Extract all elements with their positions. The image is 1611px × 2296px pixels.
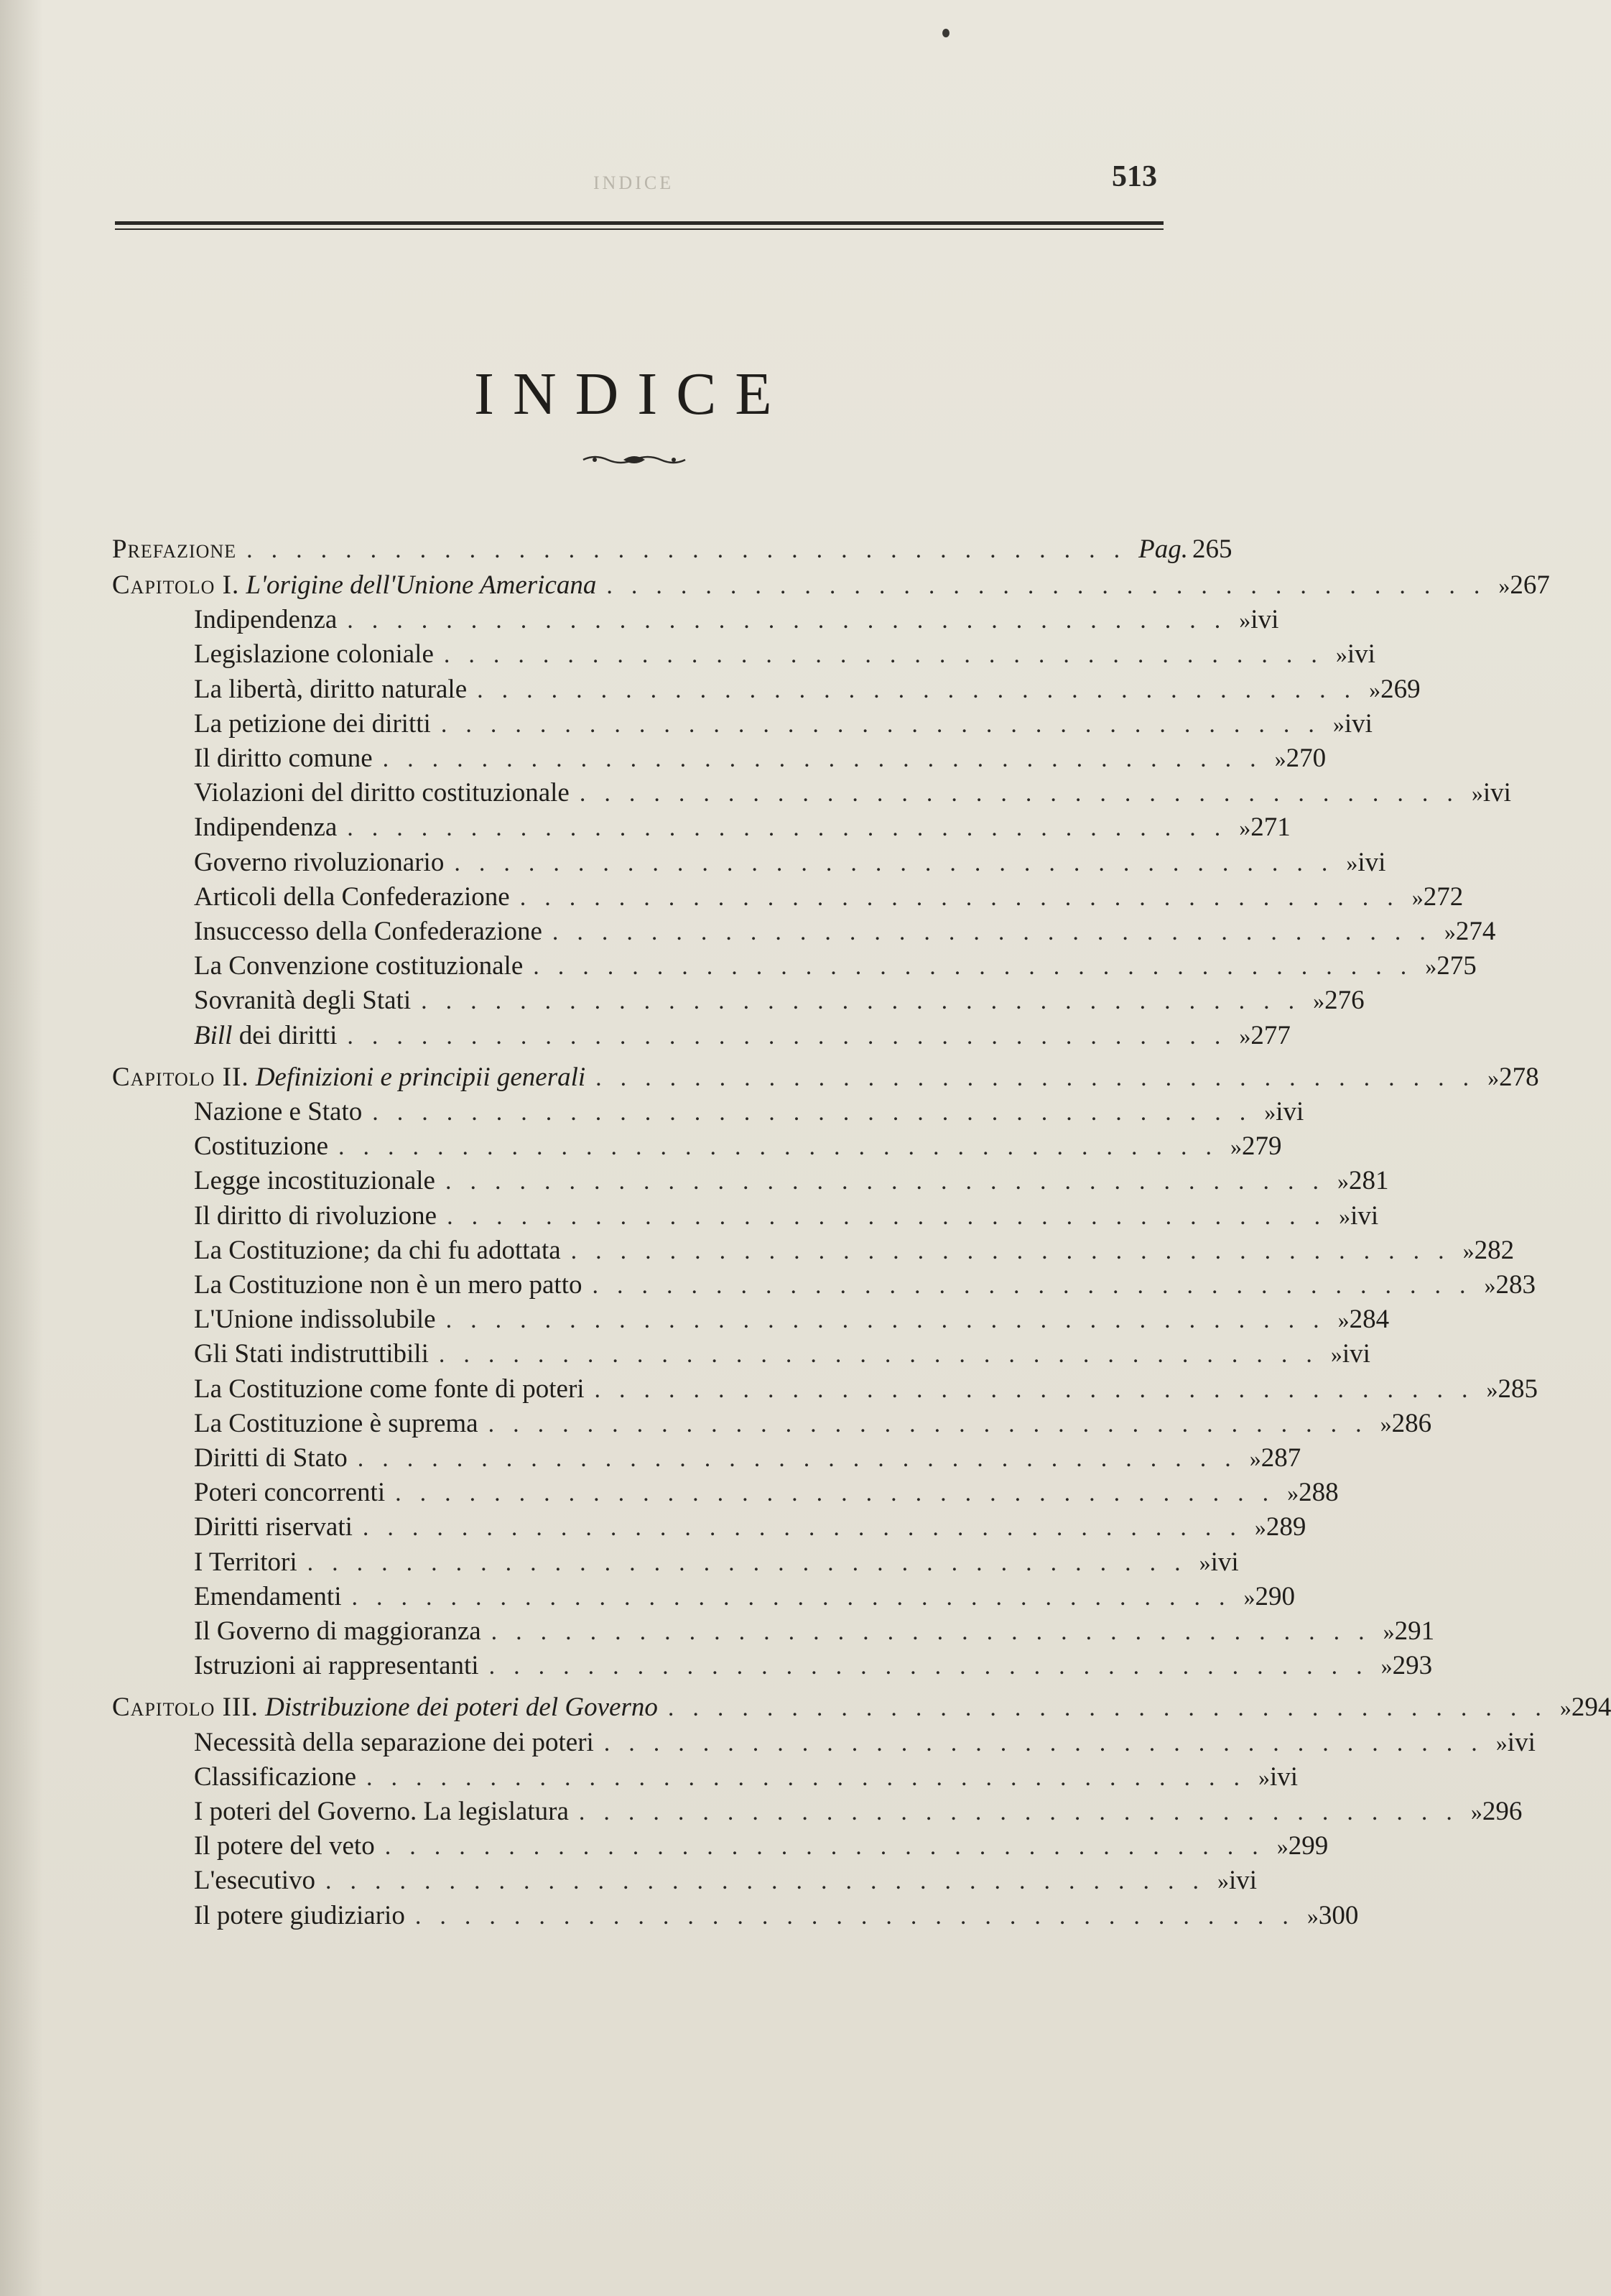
toc-entry-row bbox=[194, 1864, 1258, 1897]
page-reference: 282 bbox=[1474, 1236, 1515, 1265]
toc-chapter-row bbox=[112, 1691, 1611, 1724]
page-reference: 272 bbox=[1423, 882, 1464, 912]
page-reference: ivi bbox=[1482, 778, 1511, 807]
page-reference: 270 bbox=[1286, 744, 1327, 773]
dot-leader: .................................... bbox=[594, 1376, 1487, 1403]
dot-leader: .................................... bbox=[488, 1411, 1380, 1438]
toc-entry-title: Legge incostituzionale bbox=[194, 1166, 435, 1195]
ditto-mark: » bbox=[1444, 919, 1456, 945]
toc-entry-title: I Territori bbox=[194, 1547, 297, 1577]
dot-leader: .................................... bbox=[552, 919, 1444, 945]
dot-leader: .................................... bbox=[488, 1653, 1381, 1680]
entry-title-rest: dei diritti bbox=[232, 1021, 338, 1050]
ditto-mark: » bbox=[1330, 1341, 1342, 1367]
toc-entry-row bbox=[194, 1234, 1515, 1267]
page-reference: 286 bbox=[1391, 1409, 1432, 1438]
page-title: INDICE bbox=[474, 361, 791, 427]
dot-leader: .................................... bbox=[372, 1099, 1265, 1126]
toc-entry-row bbox=[194, 984, 1365, 1017]
dot-leader: .................................... bbox=[395, 1480, 1288, 1506]
chapter-number: Capitolo I. bbox=[112, 570, 240, 600]
ditto-mark: » bbox=[1462, 1238, 1475, 1264]
page-reference: 274 bbox=[1455, 917, 1496, 946]
toc-entry-row bbox=[194, 846, 1386, 879]
page-reference: 299 bbox=[1288, 1831, 1329, 1861]
toc-entry-row bbox=[194, 950, 1477, 983]
ditto-mark: » bbox=[1264, 1099, 1276, 1125]
ditto-mark: » bbox=[1425, 953, 1437, 979]
page-reference: 283 bbox=[1495, 1270, 1536, 1300]
ditto-mark: » bbox=[1346, 850, 1358, 876]
toc-entry-title: Indipendenza bbox=[194, 605, 338, 634]
toc-entry-row bbox=[194, 1761, 1299, 1794]
ditto-mark: » bbox=[1383, 1619, 1395, 1644]
toc-entry-row bbox=[194, 603, 1279, 637]
chapter-title: Distribuzione dei poteri del Governo bbox=[265, 1693, 658, 1722]
toc-entry-title: Emendamenti bbox=[194, 1582, 342, 1611]
ditto-mark: » bbox=[1239, 815, 1251, 841]
page-reference: ivi bbox=[1357, 848, 1386, 877]
page-reference: 269 bbox=[1380, 675, 1421, 704]
ditto-mark: » bbox=[1313, 988, 1325, 1014]
dot-leader: .................................... bbox=[595, 1065, 1488, 1091]
ditto-mark: » bbox=[1498, 573, 1510, 598]
page-reference: ivi bbox=[1347, 639, 1375, 669]
toc-entry-row bbox=[194, 915, 1496, 948]
toc-chapter-row bbox=[112, 1061, 1539, 1094]
dot-leader: .................................... bbox=[357, 1445, 1250, 1472]
pag-label: Pag. bbox=[1138, 534, 1188, 564]
toc-entry-row bbox=[194, 1303, 1390, 1336]
toc-entry-row bbox=[194, 1407, 1432, 1440]
toc-entry-title: Governo rivoluzionario bbox=[194, 848, 445, 877]
page-reference: ivi bbox=[1210, 1547, 1239, 1577]
page-reference: 294 bbox=[1571, 1693, 1611, 1722]
toc-entry-row bbox=[194, 1726, 1536, 1759]
toc-entry-row bbox=[194, 1511, 1306, 1544]
dot-leader: .................................... bbox=[246, 537, 1139, 563]
chapter-number: Capitolo II. bbox=[112, 1063, 249, 1092]
toc-entry-title: Indipendenza bbox=[194, 813, 338, 842]
toc-entry-row bbox=[194, 638, 1375, 671]
page-reference: 278 bbox=[1499, 1063, 1539, 1092]
ditto-mark: » bbox=[1495, 1730, 1508, 1756]
toc-entry-title: L'esecutivo bbox=[194, 1866, 315, 1895]
page-reference: 284 bbox=[1349, 1305, 1390, 1334]
toc-entry-title bbox=[194, 1019, 337, 1052]
dot-leader: .................................... bbox=[603, 1730, 1496, 1756]
page-reference: 290 bbox=[1255, 1582, 1295, 1611]
toc-entry-title: Necessità della separazione dei poteri bbox=[194, 1728, 594, 1757]
dot-leader: .................................... bbox=[347, 1023, 1240, 1050]
toc-entry-row bbox=[194, 811, 1291, 844]
toc-entry-title: La petizione dei diritti bbox=[194, 709, 431, 739]
toc-entry-row bbox=[194, 1373, 1538, 1406]
toc-entry-row bbox=[194, 1580, 1295, 1614]
toc-entry-row bbox=[194, 1476, 1339, 1509]
ditto-mark: » bbox=[1249, 1445, 1261, 1471]
dot-leader: .................................... bbox=[362, 1514, 1255, 1541]
ditto-mark: » bbox=[1486, 1376, 1498, 1402]
dot-leader: .................................... bbox=[347, 815, 1240, 841]
toc-entry-title: Poteri concorrenti bbox=[194, 1478, 386, 1507]
toc-entry-row bbox=[194, 673, 1421, 706]
toc-entry-title: Diritti riservati bbox=[194, 1512, 353, 1542]
ditto-mark: » bbox=[1411, 884, 1424, 910]
toc-entry-row bbox=[194, 1019, 1291, 1052]
ditto-mark: » bbox=[1559, 1695, 1571, 1721]
ditto-mark: » bbox=[1239, 607, 1251, 633]
dot-leader: .................................... bbox=[440, 711, 1333, 738]
page-reference: 300 bbox=[1318, 1901, 1359, 1930]
toc-entry-title: Insuccesso della Confederazione bbox=[194, 917, 542, 946]
toc-entry-title: Il diritto comune bbox=[194, 744, 373, 773]
page-reference: 293 bbox=[1392, 1651, 1433, 1680]
toc-entry-row bbox=[194, 1615, 1435, 1648]
toc-entry-title: I poteri del Governo. La legislatura bbox=[194, 1797, 569, 1826]
toc-chapter-row bbox=[112, 569, 1550, 602]
ditto-mark: » bbox=[1258, 1764, 1271, 1790]
page-reference: 288 bbox=[1299, 1478, 1339, 1507]
toc-entry-title: La Costituzione non è un mero patto bbox=[194, 1270, 582, 1300]
ditto-mark: » bbox=[1487, 1065, 1500, 1091]
dot-leader: .................................... bbox=[366, 1764, 1259, 1791]
dot-leader: .................................... bbox=[667, 1695, 1560, 1721]
ditto-mark: » bbox=[1287, 1480, 1299, 1506]
dot-leader: .................................... bbox=[325, 1868, 1217, 1894]
chapter-title: Definizioni e principii generali bbox=[255, 1063, 586, 1092]
page-reference: ivi bbox=[1344, 709, 1373, 739]
dot-leader: .................................... bbox=[570, 1238, 1463, 1264]
toc-entry-row bbox=[194, 1200, 1379, 1233]
ditto-mark: » bbox=[1332, 711, 1345, 737]
ditto-mark: » bbox=[1254, 1514, 1266, 1540]
ditto-mark: » bbox=[1369, 677, 1381, 703]
dot-leader: .................................... bbox=[421, 988, 1314, 1014]
dot-leader: .................................... bbox=[491, 1619, 1383, 1645]
ditto-mark: » bbox=[1484, 1272, 1496, 1298]
page-reference: 296 bbox=[1482, 1797, 1523, 1826]
page-reference: 285 bbox=[1498, 1374, 1538, 1404]
page-reference: 291 bbox=[1394, 1616, 1435, 1646]
ditto-mark: » bbox=[1339, 1203, 1351, 1229]
toc-entry-title: Legislazione coloniale bbox=[194, 639, 434, 669]
page-reference: ivi bbox=[1342, 1339, 1370, 1369]
page-reference: 289 bbox=[1266, 1512, 1306, 1542]
ditto-mark: » bbox=[1274, 746, 1286, 772]
toc-entry-row bbox=[194, 881, 1464, 914]
page-reference: 275 bbox=[1436, 951, 1477, 981]
page-reference: ivi bbox=[1270, 1762, 1299, 1792]
ditto-mark: » bbox=[1380, 1411, 1392, 1437]
toc-entry-row bbox=[194, 1165, 1389, 1198]
toc-entry-row bbox=[194, 1269, 1536, 1302]
ditto-mark: » bbox=[1239, 1023, 1251, 1049]
page-number: 513 bbox=[1112, 160, 1157, 193]
toc-entry-title bbox=[112, 569, 596, 602]
toc-entry-title: Il potere del veto bbox=[194, 1831, 375, 1861]
toc-entry-title bbox=[112, 1061, 585, 1094]
dot-leader: .................................... bbox=[445, 1307, 1338, 1333]
toc-entry-title: Il Governo di maggioranza bbox=[194, 1616, 481, 1646]
ditto-mark: » bbox=[1380, 1653, 1393, 1679]
toc-entry-title: Costituzione bbox=[194, 1131, 329, 1161]
page-reference: ivi bbox=[1507, 1728, 1536, 1757]
toc-entry-row bbox=[194, 1899, 1359, 1932]
toc-entry-row bbox=[194, 1546, 1239, 1579]
toc-entry-title: Istruzioni ai rappresentanti bbox=[194, 1651, 479, 1680]
ditto-mark: » bbox=[1337, 1168, 1349, 1194]
dot-leader: .................................... bbox=[592, 1272, 1485, 1299]
ditto-mark: » bbox=[1471, 780, 1483, 806]
toc-entry-title: Nazione e Stato bbox=[194, 1097, 363, 1126]
dot-leader: .................................... bbox=[414, 1903, 1307, 1930]
toc-entry-title: La Costituzione come fonte di poteri bbox=[194, 1374, 585, 1404]
page-reference: ivi bbox=[1229, 1866, 1258, 1895]
dot-leader: .................................... bbox=[477, 677, 1370, 703]
ditto-mark: » bbox=[1243, 1584, 1255, 1610]
toc-entry-row bbox=[194, 1338, 1370, 1371]
dot-leader: .................................... bbox=[533, 953, 1426, 980]
ditto-mark: » bbox=[1199, 1550, 1211, 1575]
dot-leader: .................................... bbox=[578, 1799, 1471, 1825]
page-reference: 287 bbox=[1261, 1443, 1301, 1473]
dot-leader: .................................... bbox=[382, 746, 1275, 772]
toc-entry-title: Classificazione bbox=[194, 1762, 357, 1792]
page-reference: 279 bbox=[1242, 1131, 1282, 1161]
ditto-mark: » bbox=[1217, 1868, 1229, 1894]
toc-entry-title: Gli Stati indistruttibili bbox=[194, 1339, 429, 1369]
toc-entry-row bbox=[194, 742, 1327, 775]
dot-leader: .................................... bbox=[579, 780, 1472, 807]
toc-entry-title: Diritti di Stato bbox=[194, 1443, 348, 1473]
toc-entry-title: La libertà, diritto naturale bbox=[194, 675, 468, 704]
toc-entry-title: Il potere giudiziario bbox=[194, 1901, 405, 1930]
toc-entry-title: L'Unione indissolubile bbox=[194, 1305, 436, 1334]
chapter-title: L'origine dell'Unione Americana bbox=[246, 570, 597, 600]
toc-entry-row bbox=[194, 708, 1373, 741]
toc-entry-row bbox=[194, 1795, 1523, 1828]
running-head: INDICE bbox=[593, 172, 674, 193]
ditto-mark: » bbox=[1337, 1307, 1350, 1333]
ditto-mark: » bbox=[1306, 1903, 1319, 1929]
preface-label: Prefazione bbox=[112, 534, 237, 564]
toc-entry-row bbox=[194, 1830, 1329, 1863]
dot-leader: .................................... bbox=[384, 1833, 1277, 1860]
dot-leader: .................................... bbox=[519, 884, 1412, 911]
dot-leader: .................................... bbox=[447, 1203, 1340, 1230]
toc-entry-title bbox=[112, 533, 236, 566]
ditto-mark: » bbox=[1230, 1134, 1243, 1159]
toc-entry-title: Sovranità degli Stati bbox=[194, 986, 412, 1015]
entry-title-italic: Bill bbox=[194, 1021, 233, 1050]
dot-leader: .................................... bbox=[606, 573, 1499, 599]
toc-entry-title bbox=[112, 1691, 658, 1724]
toc-entry-row bbox=[112, 533, 1232, 566]
toc-entry-row bbox=[194, 1442, 1301, 1475]
page-reference: 267 bbox=[1510, 570, 1550, 600]
toc-entry-title: Il diritto di rivoluzione bbox=[194, 1201, 437, 1231]
toc-entry-row bbox=[194, 1096, 1304, 1129]
dot-leader: .................................... bbox=[338, 1134, 1231, 1160]
dot-leader: .................................... bbox=[438, 1341, 1331, 1368]
toc-entry-title: La Convenzione costituzionale bbox=[194, 951, 524, 981]
page-reference: ivi bbox=[1350, 1201, 1379, 1231]
page-reference: 277 bbox=[1250, 1021, 1291, 1050]
toc-entry-title: Violazioni del diritto costituzionale bbox=[194, 778, 570, 807]
page-reference: ivi bbox=[1250, 605, 1279, 634]
toc-entry-row bbox=[194, 777, 1511, 810]
toc-entry-title: Articoli della Confederazione bbox=[194, 882, 510, 912]
ditto-mark: » bbox=[1470, 1799, 1482, 1825]
chapter-number: Capitolo III. bbox=[112, 1693, 259, 1722]
page-reference: 281 bbox=[1348, 1166, 1389, 1195]
ditto-mark: » bbox=[1276, 1833, 1289, 1859]
dot-leader: .................................... bbox=[347, 607, 1240, 634]
dot-leader: .................................... bbox=[351, 1584, 1244, 1611]
toc-entry-row bbox=[194, 1130, 1282, 1163]
page-reference: ivi bbox=[1276, 1097, 1304, 1126]
ditto-mark: » bbox=[1335, 642, 1347, 667]
toc-entry-row bbox=[194, 1649, 1433, 1682]
dot-leader: .................................... bbox=[454, 850, 1347, 876]
dot-leader: .................................... bbox=[443, 642, 1336, 668]
page-reference: 271 bbox=[1250, 813, 1291, 842]
dot-leader: .................................... bbox=[445, 1168, 1337, 1195]
toc-entry-title: La Costituzione; da chi fu adottata bbox=[194, 1236, 561, 1265]
page-reference: 265 bbox=[1192, 534, 1232, 564]
page-reference: 276 bbox=[1324, 986, 1365, 1015]
dot-leader: .................................... bbox=[307, 1550, 1199, 1576]
toc-entry-title: La Costituzione è suprema bbox=[194, 1409, 478, 1438]
